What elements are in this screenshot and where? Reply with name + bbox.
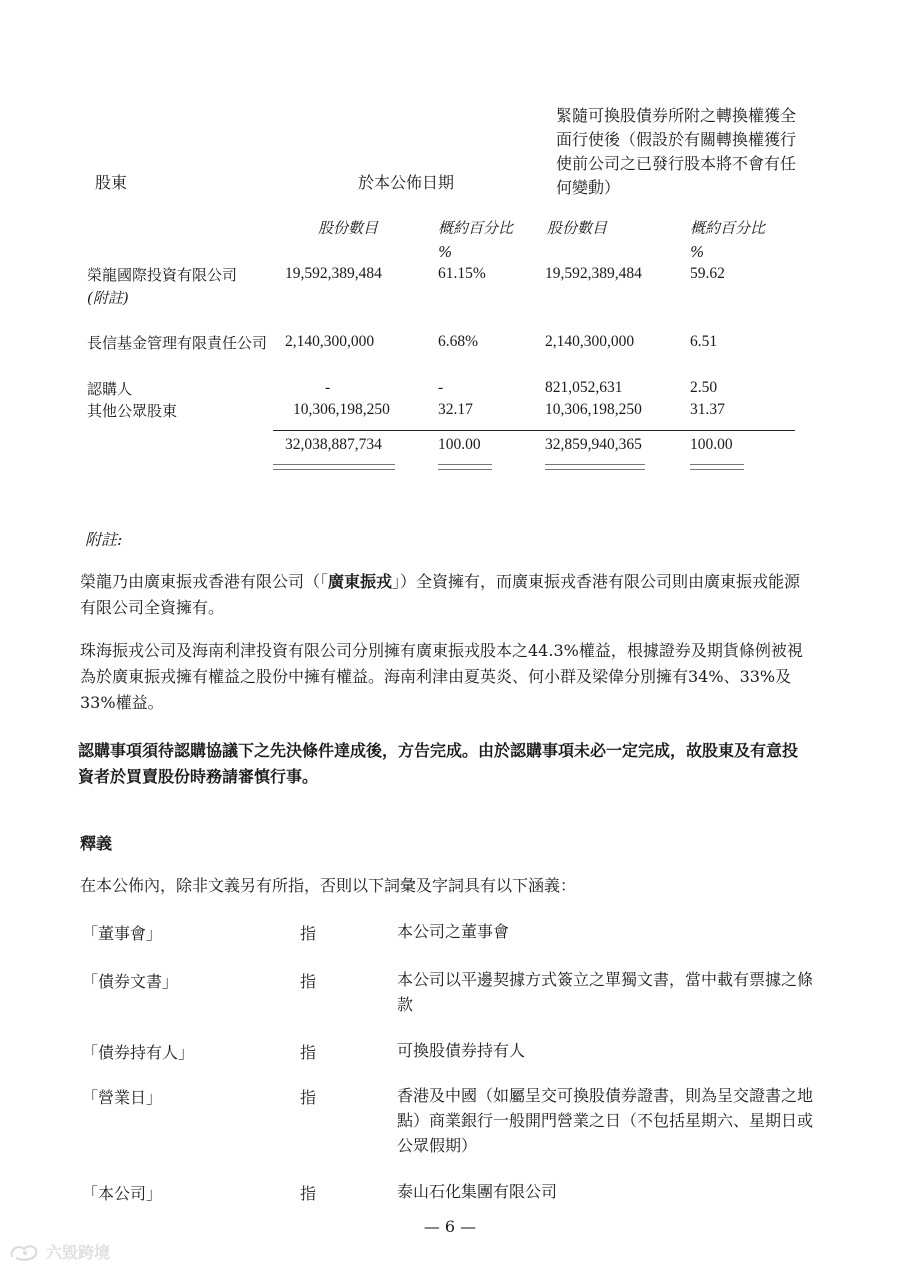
definition-means: 指 xyxy=(300,924,317,943)
definition-desc: 本公司以平邊契據方式簽立之單獨文書，當中載有票據之條款 xyxy=(397,970,814,1014)
definition-means: 指 xyxy=(300,972,317,991)
row-shares-after: 19,592,389,484 xyxy=(545,265,642,282)
definition-term: 「營業日」 xyxy=(82,1088,163,1107)
definition-term: 「債券文書」 xyxy=(82,972,179,991)
row-shares-after: 10,306,198,250 xyxy=(545,401,642,418)
definitions-intro: 在本公佈內，除非文義另有所指，否則以下詞彙及字詞具有以下涵義： xyxy=(80,876,577,895)
definition-term: 「本公司」 xyxy=(82,1184,163,1203)
definitions-heading: 釋義 xyxy=(80,834,113,853)
row-pct-after: 31.37 xyxy=(690,401,725,418)
col-header-after: 緊隨可換股債券所附之轉換權獲全面行使後（假設於有關轉換權獲行使前公司之已發行股本將不會有任何變動） xyxy=(556,106,797,197)
definition-desc: 泰山石化集團有限公司 xyxy=(397,1182,558,1201)
double-underline xyxy=(438,464,492,470)
row-pct-now: 6.68% xyxy=(438,333,479,350)
row-shares-after: 2,140,300,000 xyxy=(545,333,635,350)
total-rule xyxy=(273,430,795,431)
row-shareholder-note: (附註) xyxy=(87,289,129,307)
watermark-logo-icon xyxy=(8,1241,42,1263)
row-pct-now: 32.17 xyxy=(438,401,473,418)
definition-means: 指 xyxy=(300,1088,317,1107)
row-pct-after: 6.51 xyxy=(690,333,718,350)
notes-text: 」）全資擁有，而廣東振戎香港有限公司則由廣東振戎能源有限公司全資擁有。 xyxy=(80,572,801,617)
row-shareholder-name: 長信基金管理有限責任公司 xyxy=(87,334,268,352)
definition-desc: 本公司之董事會 xyxy=(397,922,510,941)
total-shares-now: 32,038,887,734 xyxy=(285,436,382,453)
definition-desc: 可換股債券持有人 xyxy=(397,1041,526,1060)
sub-header-pct-sign-2: % xyxy=(690,243,705,261)
row-shareholder-name: 認購人 xyxy=(87,380,133,398)
sub-header-pct-1: 概約百分比 xyxy=(438,219,514,237)
notes-paragraph-1 xyxy=(80,569,815,621)
warning-statement: 認購事項須待認購協議下之先決條件達成後，方告完成。由於認購事項未必一定完成，故股東及有意投資者於買賣股份時務請審慎行事。 xyxy=(78,741,799,786)
definition-means: 指 xyxy=(300,1043,317,1062)
row-shares-now: 19,592,389,484 xyxy=(285,265,382,282)
total-shares-after: 32,859,940,365 xyxy=(545,436,642,453)
sub-header-shares-2: 股份數目 xyxy=(547,219,608,237)
sub-header-shares-1: 股份數目 xyxy=(318,219,379,237)
double-underline xyxy=(690,464,744,470)
total-pct-after: 100.00 xyxy=(690,436,733,453)
col-header-shareholder: 股東 xyxy=(95,173,128,192)
row-pct-after: 2.50 xyxy=(690,379,718,396)
row-shares-after: 821,052,631 xyxy=(545,379,623,396)
total-pct-now: 100.00 xyxy=(438,436,481,453)
row-shareholder-name: 榮龍國際投資有限公司 xyxy=(87,266,238,284)
definition-desc: 香港及中國（如屬呈交可換股債券證書，則為呈交證書之地點）商業銀行一般開門營業之日（不包括星期六、星期日或公眾假期） xyxy=(397,1086,814,1155)
definition-term: 「董事會」 xyxy=(82,924,163,943)
row-pct-now: - xyxy=(438,379,444,396)
watermark-text: 六毀跨境 xyxy=(46,1243,111,1262)
notes-text: 榮龍乃由廣東振戎香港有限公司（「 xyxy=(80,572,329,591)
row-pct-now: 61.15% xyxy=(438,265,486,282)
row-shares-now: 10,306,198,250 xyxy=(293,401,390,418)
row-shareholder-name: 其他公眾股東 xyxy=(87,402,178,420)
page-number: — 6 — xyxy=(423,1217,477,1236)
notes-paragraph-2: 珠海振戎公司及海南利津投資有限公司分別擁有廣東振戎股本之44.3%權益，根據證券及期貨條例被視為於廣東振戎擁有權益之股份中擁有權益。海南利津由夏英炎、何小群及梁偉分別擁有34%、33%及33%權益。 xyxy=(80,641,803,712)
col-header-current: 於本公佈日期 xyxy=(358,173,455,192)
definition-term: 「債券持有人」 xyxy=(82,1043,195,1062)
sub-header-pct-sign-1: % xyxy=(438,243,453,261)
double-underline xyxy=(545,464,645,470)
row-pct-after: 59.62 xyxy=(690,265,725,282)
notes-heading: 附註: xyxy=(85,530,123,549)
notes-bold-term: 廣東振戎 xyxy=(328,572,393,591)
watermark xyxy=(8,1240,110,1263)
row-shares-now: 2,140,300,000 xyxy=(285,333,375,350)
sub-header-pct-2: 概約百分比 xyxy=(690,219,766,237)
double-underline xyxy=(273,464,395,470)
row-shares-now: - xyxy=(325,379,331,396)
definition-means: 指 xyxy=(300,1184,317,1203)
